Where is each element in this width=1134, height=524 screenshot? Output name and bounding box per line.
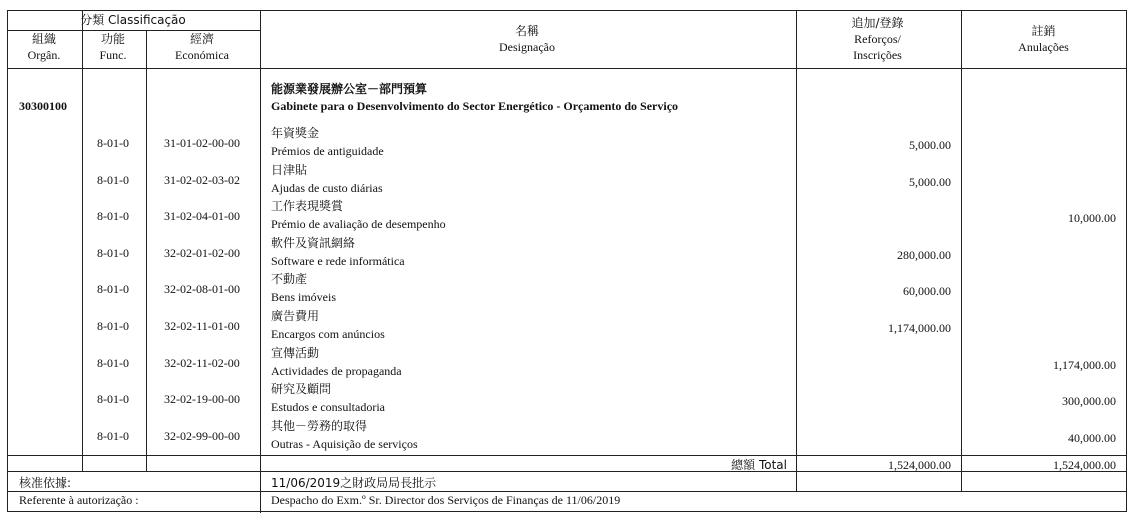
row-designation-pt: Software e rede informática xyxy=(271,254,405,268)
approval-dispatch-zh: 11/06/2019之財政局局長批示 xyxy=(271,476,437,490)
header-func-zh: 功能 xyxy=(100,32,125,46)
row-func-code: 8-01-0 xyxy=(97,429,129,443)
row-designation-zh: 其他－勞務的取得 xyxy=(271,419,368,433)
row-designation-pt: Actividades de propaganda xyxy=(271,364,402,378)
row-econ-code: 31-01-02-00-00 xyxy=(164,136,240,150)
row-reforco-value: 280,000.00 xyxy=(897,248,951,262)
department-name-pt: Gabinete para o Desenvolvimento do Sector Energético - Orçamento do Serviço xyxy=(271,99,679,113)
row-designation-pt: Prémio de avaliação de desempenho xyxy=(271,217,446,231)
organ-code: 30300100 xyxy=(19,99,67,113)
row-designation-pt: Estudos e consultadoria xyxy=(271,400,385,414)
row-econ-code: 32-02-01-02-00 xyxy=(164,246,240,260)
department-name-zh: 能源業發展辦公室－部門預算 xyxy=(271,82,428,96)
total-top-line xyxy=(8,455,1126,456)
row-designation-zh: 軟件及資訊網絡 xyxy=(271,236,356,250)
header-anulacao-pt: Anulações xyxy=(1018,40,1069,54)
header-reforco-zh: 追加/登錄 xyxy=(851,16,904,30)
row-econ-code: 32-02-08-01-00 xyxy=(164,282,240,296)
row-designation-zh: 不動產 xyxy=(271,272,308,286)
row-econ-code: 32-02-11-02-00 xyxy=(164,356,240,370)
row-func-code: 8-01-0 xyxy=(97,246,129,260)
row-designation-zh: 工作表現獎賞 xyxy=(271,199,344,213)
col-divider-desig xyxy=(796,11,797,491)
row-designation-pt: Bens imóveis xyxy=(271,290,336,304)
row-func-code: 8-01-0 xyxy=(97,356,129,370)
authorization-basis-zh: 核准依據: xyxy=(19,476,72,490)
header-econ-zh: 經濟 xyxy=(189,32,214,46)
row-reforco-value: 1,174,000.00 xyxy=(888,321,951,335)
row-designation-pt: Prémios de antiguidade xyxy=(271,144,384,158)
row-func-code: 8-01-0 xyxy=(97,173,129,187)
authorization-basis-pt: Referente à autorização : xyxy=(19,493,139,507)
classification-underline xyxy=(8,30,260,31)
row-designation-zh: 宣傳活動 xyxy=(271,346,320,360)
row-econ-code: 32-02-99-00-00 xyxy=(164,429,240,443)
total-bottom-line xyxy=(8,471,1126,472)
total-label: 總額 Total xyxy=(731,458,787,472)
col-divider-reforco xyxy=(961,11,962,491)
header-classification: 分類 Classificação xyxy=(80,13,186,27)
row-designation-zh: 年資獎金 xyxy=(271,126,320,140)
total-anulacao: 1,524,000.00 xyxy=(1053,458,1116,472)
row-econ-code: 32-02-19-00-00 xyxy=(164,392,240,406)
col-divider-econ xyxy=(260,11,261,513)
row-reforco-value: 60,000.00 xyxy=(903,284,951,298)
footer-top-line xyxy=(8,491,1126,492)
header-anulacao-zh: 註銷 xyxy=(1031,24,1056,38)
header-reforco-pt2: Inscrições xyxy=(853,48,902,62)
row-reforco-value: 5,000.00 xyxy=(909,175,951,189)
header-designation-pt: Designação xyxy=(499,40,555,54)
row-func-code: 8-01-0 xyxy=(97,136,129,150)
row-func-code: 8-01-0 xyxy=(97,209,129,223)
total-reforco: 1,524,000.00 xyxy=(888,458,951,472)
row-econ-code: 31-02-04-01-00 xyxy=(164,209,240,223)
header-reforco-pt1: Reforços/ xyxy=(854,32,901,46)
row-designation-pt: Ajudas de custo diárias xyxy=(271,181,383,195)
header-organ-zh: 組織 xyxy=(31,32,56,46)
row-anulacao-value: 1,174,000.00 xyxy=(1053,358,1116,372)
header-func-pt: Func. xyxy=(99,48,127,62)
row-reforco-value: 5,000.00 xyxy=(909,138,951,152)
row-econ-code: 32-02-11-01-00 xyxy=(164,319,240,333)
row-anulacao-value: 40,000.00 xyxy=(1068,431,1116,445)
row-designation-pt: Encargos com anúncios xyxy=(271,327,385,341)
header-organ-pt: Orgân. xyxy=(27,48,61,62)
row-designation-zh: 日津貼 xyxy=(271,163,308,177)
row-designation-zh: 廣告費用 xyxy=(271,309,320,323)
row-func-code: 8-01-0 xyxy=(97,319,129,333)
row-anulacao-value: 10,000.00 xyxy=(1068,211,1116,225)
row-designation-pt: Outras - Aquisição de serviços xyxy=(271,437,418,451)
approval-dispatch-pt: Despacho do Exm.º Sr. Director dos Serviços de Finanças de 11/06/2019 xyxy=(271,493,621,507)
header-econ-pt: Económica xyxy=(175,48,229,62)
row-econ-code: 31-02-02-03-02 xyxy=(164,173,240,187)
row-designation-zh: 研究及顧問 xyxy=(271,382,332,396)
row-anulacao-value: 300,000.00 xyxy=(1062,394,1116,408)
row-func-code: 8-01-0 xyxy=(97,282,129,296)
header-bottom-line xyxy=(8,68,1126,69)
row-func-code: 8-01-0 xyxy=(97,392,129,406)
header-designation-zh: 名稱 xyxy=(514,24,539,38)
